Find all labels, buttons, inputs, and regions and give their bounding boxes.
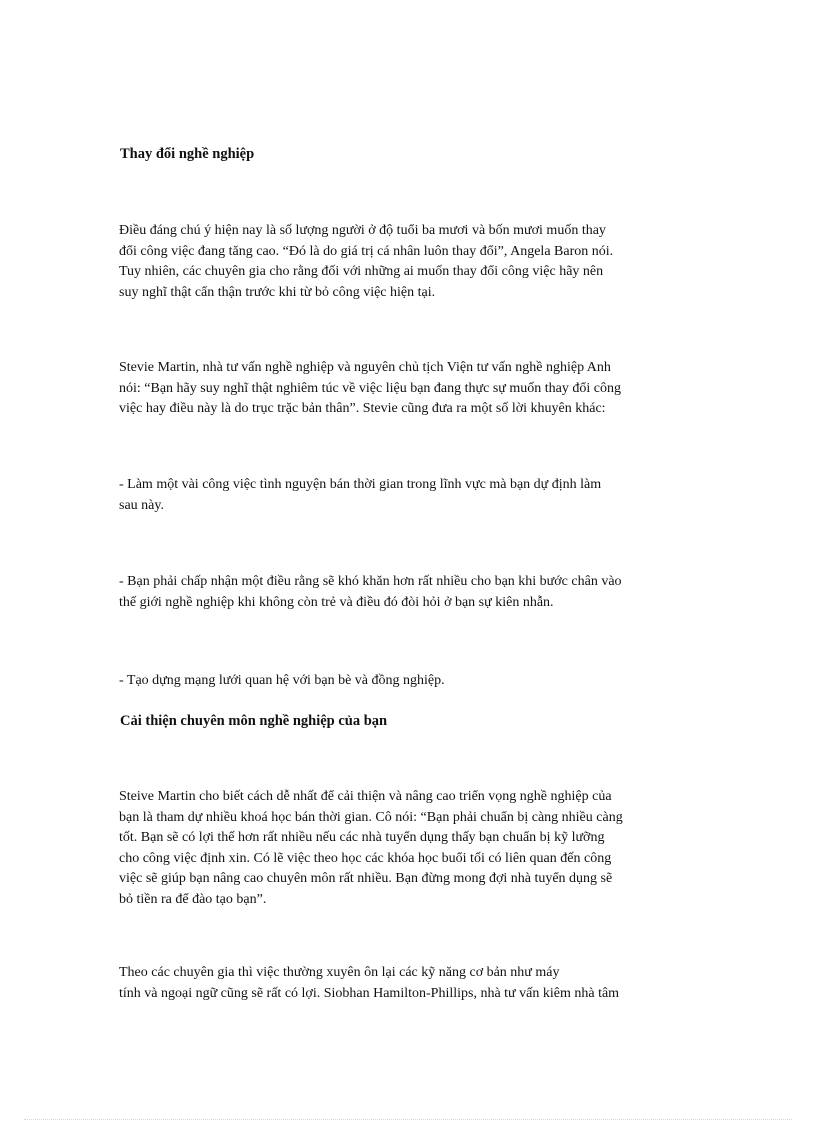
paragraph-line: - Bạn phải chấp nhận một điều rằng sẽ khó khăn hơn rất nhiều cho bạn khi bước chân vào — [119, 574, 622, 589]
advice-item-networking — [119, 671, 709, 692]
paragraph-line: tính và ngoại ngữ cũng sẽ rất có lợi. Siobhan Hamilton-Phillips, nhà tư vấn kiêm nhà tâm — [119, 985, 620, 1001]
paragraph-line: cho công việc định xin. Có lẽ việc theo học các khóa học buổi tối có liên quan đến công — [119, 850, 612, 866]
paragraph-intro — [119, 221, 709, 303]
paragraph-line: thế giới nghề nghiệp khi không còn trẻ và điều đó đòi hỏi ở bạn sự kiên nhẫn. — [119, 594, 554, 610]
paragraph-line: việc sẽ giúp bạn nâng cao chuyên môn rất nhiều. Bạn đừng mong đợi nhà tuyển dụng sẽ — [119, 871, 613, 886]
paragraph-line: - Làm một vài công việc tình nguyện bán thời gian trong lĩnh vực mà bạn dự định làm — [119, 477, 602, 492]
paragraph-line: Theo các chuyên gia thì việc thường xuyên ôn lại các kỹ năng cơ bản như máy — [119, 965, 560, 980]
paragraph-line: bỏ tiền ra để đào tạo bạn”. — [119, 891, 267, 907]
advice-item-accept-difficulty — [119, 572, 709, 613]
paragraph-line: bạn là tham dự nhiều khoá học bán thời gian. Cô nói: “Bạn phải chuẩn bị càng nhiều càng — [119, 809, 623, 825]
paragraph-line: việc hay điều này là do trục trặc bản thân”. Stevie cũng đưa ra một số lời khuyên khác: — [119, 401, 606, 416]
paragraph-line: nói: “Bạn hãy suy nghĩ thật nghiêm túc về việc liệu bạn đang thực sự muốn thay đổi công — [119, 380, 621, 396]
paragraph-experts — [119, 963, 709, 1004]
paragraph-line: tốt. Bạn sẽ có lợi thế hơn rất nhiều nếu các nhà tuyển dụng thấy bạn chuẩn bị kỹ lưỡng — [119, 830, 605, 845]
paragraph-line: - Tạo dựng mạng lưới quan hệ với bạn bè và đồng nghiệp. — [119, 673, 445, 688]
paragraph-line: Stevie Martin, nhà tư vấn nghề nghiệp và nguyên chủ tịch Viện tư vấn nghề nghiệp Anh — [119, 360, 611, 375]
advice-item-volunteer — [119, 475, 709, 516]
heading-career-change: Thay đổi nghề nghiệp — [120, 146, 255, 162]
paragraph-stevie-martin — [119, 358, 709, 420]
paragraph-line: sau này. — [119, 497, 164, 513]
heading-improve-expertise: Cải thiện chuyên môn nghề nghiệp của bạn — [120, 713, 388, 729]
paragraph-steive-martin — [119, 787, 709, 910]
paragraph-line: Steive Martin cho biết cách dễ nhất để cải thiện và nâng cao triển vọng nghề nghiệp của — [119, 789, 612, 804]
page-bottom-divider — [24, 1119, 792, 1120]
paragraph-line: đổi công việc đang tăng cao. “Đó là do giá trị cá nhân luôn thay đổi”, Angela Baron nói. — [119, 243, 614, 259]
paragraph-line: Điều đáng chú ý hiện nay là số lượng người ở độ tuổi ba mươi và bốn mươi muốn thay — [119, 223, 606, 238]
paragraph-line: suy nghĩ thật cẩn thận trước khi từ bỏ công việc hiện tại. — [119, 284, 436, 300]
paragraph-line: Tuy nhiên, các chuyên gia cho rằng đối với những ai muốn thay đổi công việc hãy nên — [119, 264, 604, 279]
